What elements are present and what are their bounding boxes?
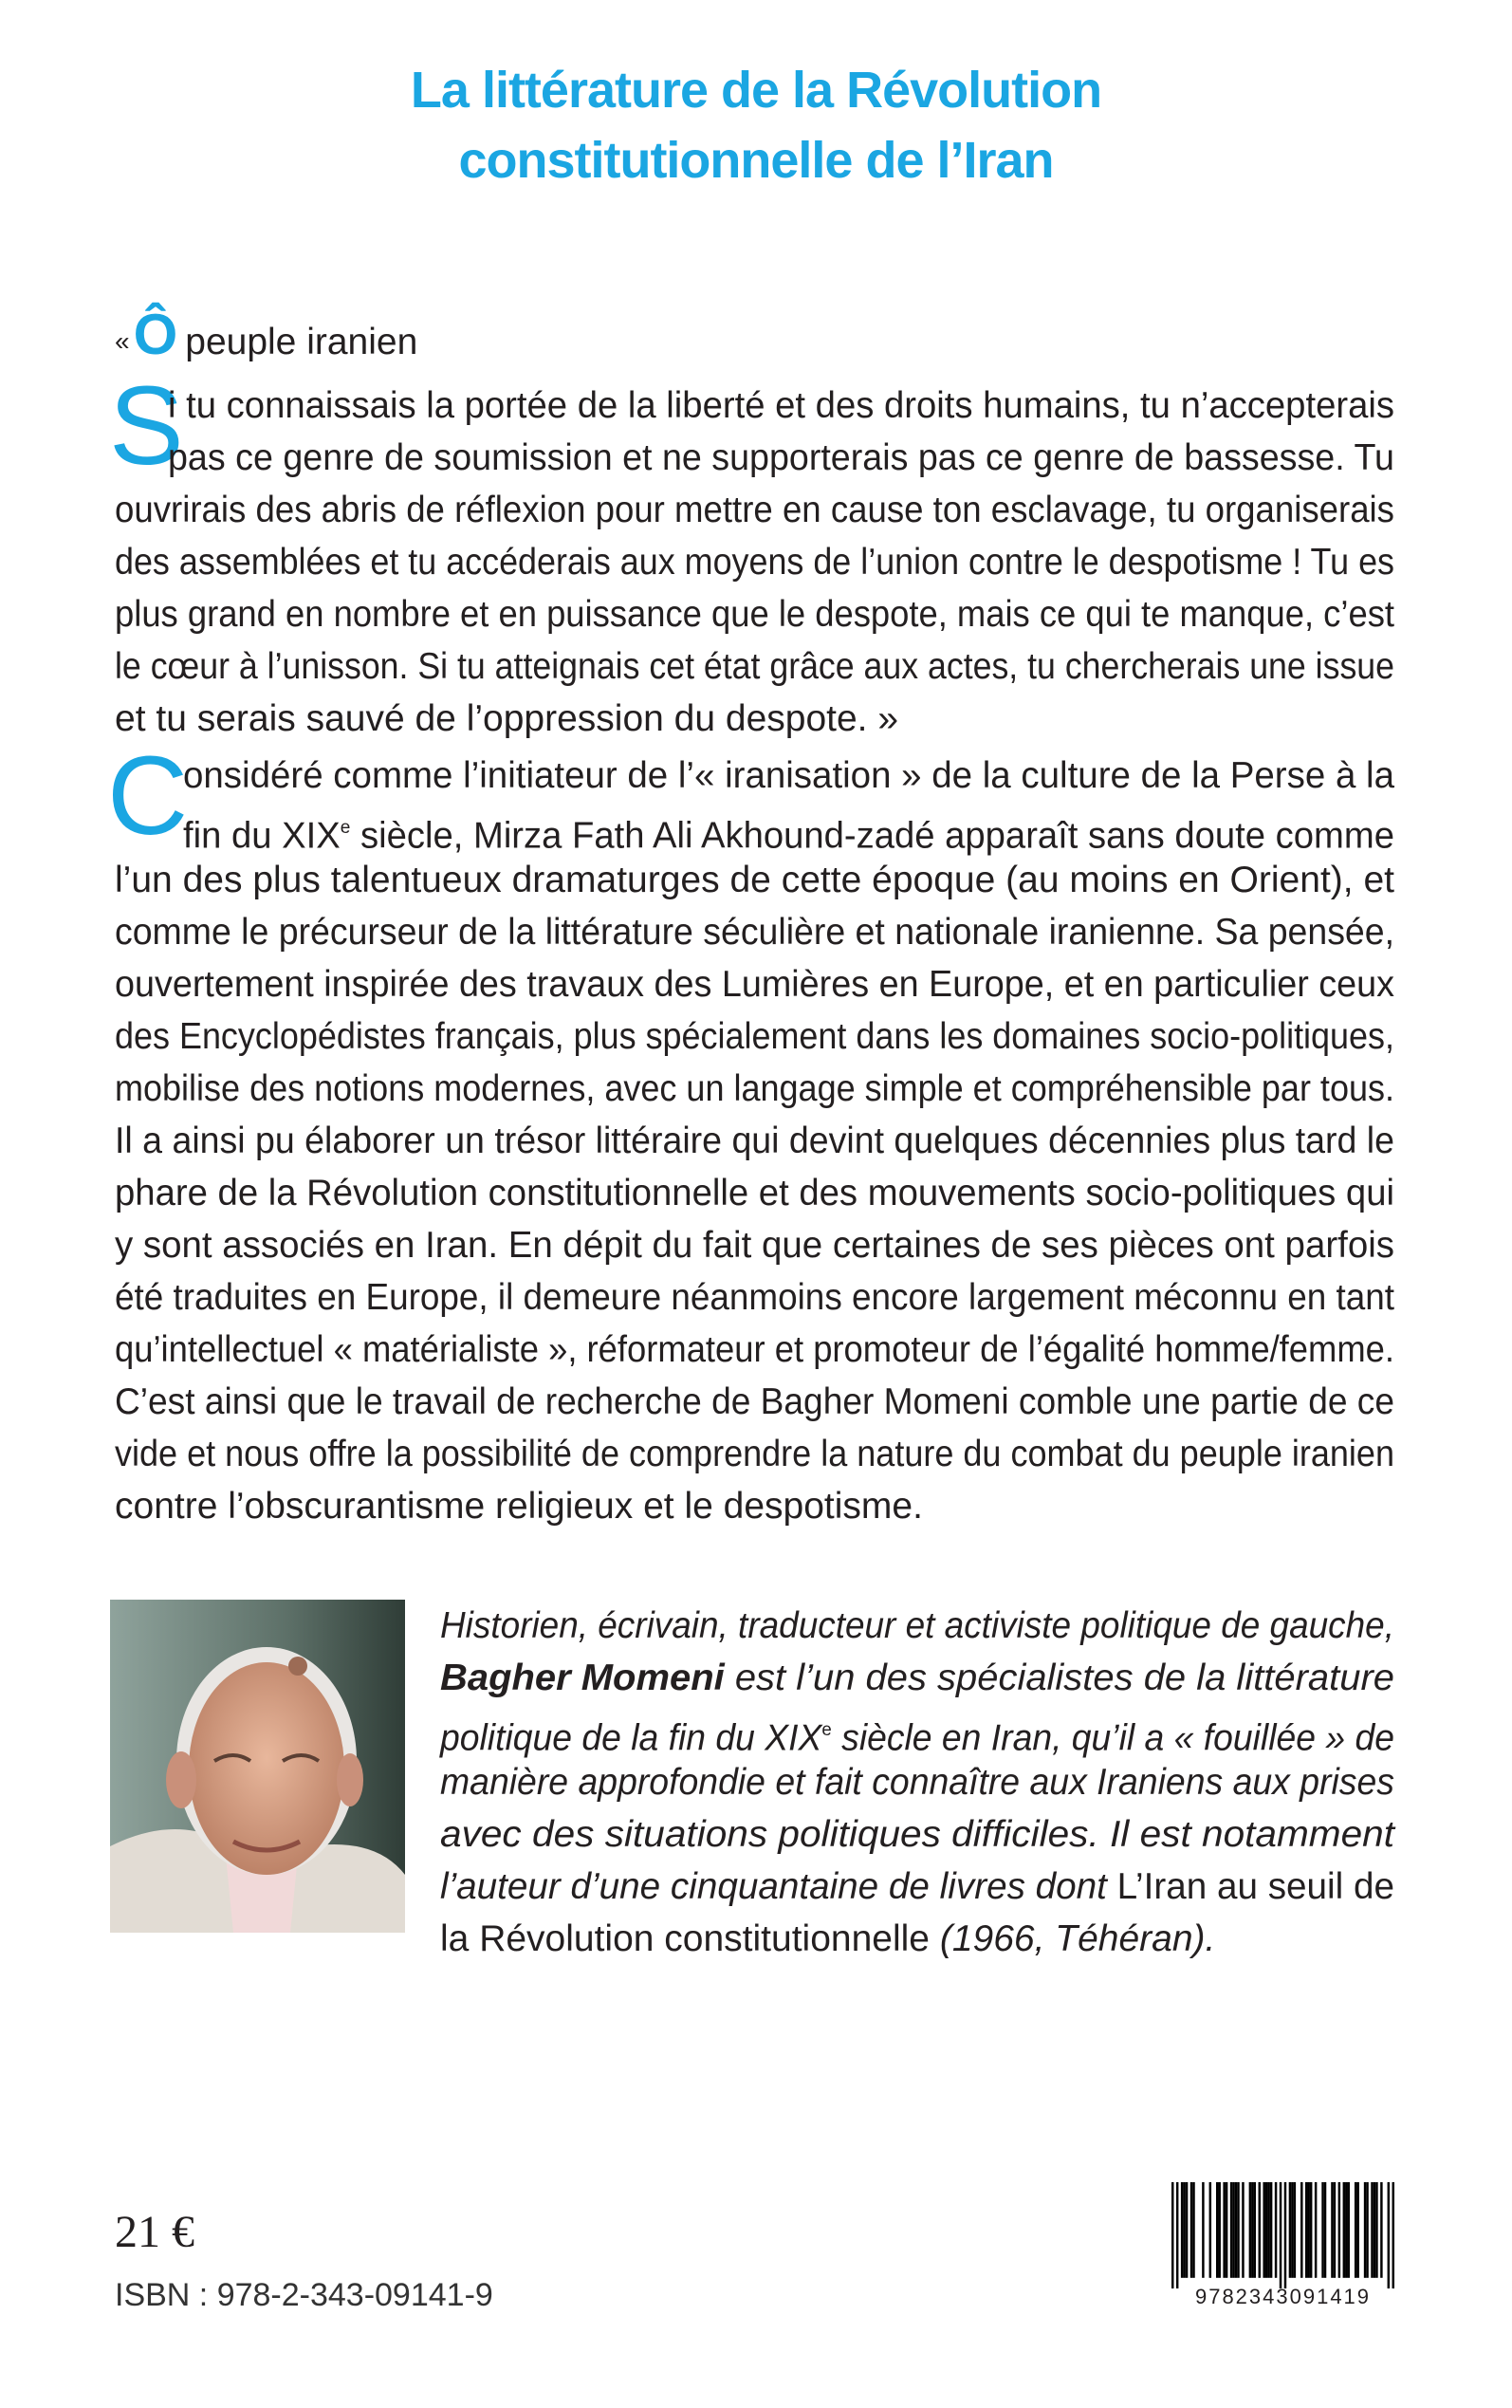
barcode-bar [1374, 2182, 1375, 2278]
text-line-content [440, 1600, 1394, 1652]
barcode-bar [1275, 2182, 1277, 2278]
barcode-bar [1300, 2182, 1302, 2278]
text-line-content [168, 432, 1394, 484]
text-line [440, 1704, 1394, 1759]
superscript: e [340, 817, 351, 838]
text-segment: l’un des plus talentueux dramaturges de cette époque (au moins en Orient), et [115, 860, 1395, 900]
barcode-bar [1223, 2182, 1225, 2278]
barcode-bar [1230, 2182, 1232, 2278]
opening-guillemet: « [115, 326, 130, 356]
text-line-content [440, 1652, 1394, 1704]
text-line [115, 588, 1394, 640]
barcode-bar [1209, 2182, 1211, 2278]
barcode-bar [1183, 2182, 1185, 2278]
barcode-bar [1265, 2182, 1267, 2278]
barcode-bar [1321, 2182, 1323, 2278]
author-photo [110, 1600, 405, 1933]
barcode-bar [1324, 2182, 1326, 2278]
barcode-bar [1366, 2182, 1368, 2278]
text-line [440, 1913, 1394, 1965]
drop-cap: C [107, 733, 189, 859]
barcode-bar [1171, 2182, 1173, 2288]
text-line [115, 1010, 1394, 1063]
text-segment: comme le précurseur de la littérature séculière et nationale iranienne. Sa pensée, [115, 912, 1394, 953]
text-segment: Il a ainsi pu élaborer un trésor littéraire qui devint quelques décennies plus tard le [115, 1121, 1394, 1161]
main-paragraph [107, 733, 1395, 1532]
text-segment: siècle en Iran, qu’il a « fouillée » de [831, 1717, 1394, 1759]
text-segment: L’Iran au seuil de [1116, 1866, 1394, 1907]
superscript: e [821, 1719, 832, 1740]
text-segment: avec des situations politiques difficiles. Il est notamment [440, 1814, 1394, 1855]
barcode-bar [1270, 2182, 1272, 2278]
barcode-bar [1284, 2182, 1286, 2288]
drop-cap: S [109, 363, 184, 489]
text-line [115, 1480, 1394, 1532]
barcode-bar [1380, 2182, 1382, 2278]
text-line-content [115, 1324, 1394, 1376]
text-segment: mobilise des notions modernes, avec un langage simple et compréhensible par tous. [115, 1068, 1394, 1109]
text-line-content [115, 693, 898, 745]
text-line-content [115, 1063, 1394, 1115]
barcode-bar [1226, 2182, 1227, 2278]
text-line [115, 1271, 1394, 1324]
text-segment: (1966, Téhéran). [930, 1918, 1216, 1959]
text-line [115, 958, 1394, 1010]
text-segment: qu’intellectuel « matérialiste », réformateur et promoteur de l’égalité homme/femme. [115, 1329, 1394, 1370]
text-segment: Historien, écrivain, traducteur et activiste politique de gauche, [440, 1605, 1394, 1646]
barcode-bar [1192, 2182, 1194, 2278]
text-segment: manière approfondie et fait connaître aux Iraniens aux prises [440, 1762, 1394, 1803]
text-segment: contre l’obscurantisme religieux et le despotisme. [115, 1486, 923, 1527]
text-segment: des assemblées et tu accéderais aux moyens de l’union contre le despotisme ! Tu es [115, 542, 1394, 583]
text-segment: pas ce genre de soumission et ne supporterais pas ce genre de bassesse. Tu [168, 437, 1394, 478]
barcode-bar [1355, 2182, 1356, 2278]
barcode-bar [1202, 2182, 1204, 2278]
text-line [115, 1324, 1394, 1376]
barcode-bar [1190, 2182, 1192, 2278]
text-line [115, 1219, 1394, 1271]
text-line [115, 906, 1394, 958]
text-line-content [115, 536, 1394, 588]
text-segment: été traduites en Europe, il demeure néanmoins encore largement méconnu en tant [115, 1277, 1394, 1318]
text-line [440, 1808, 1394, 1861]
text-line [115, 693, 1394, 745]
text-line [115, 1115, 1394, 1167]
barcode-bar [1289, 2182, 1291, 2278]
barcode-bar [1364, 2182, 1366, 2278]
author-bio [440, 1600, 1394, 1965]
text-line [115, 1376, 1394, 1428]
text-segment: C’est ainsi que le travail de recherche de Bagher Momeni comble une partie de ce [115, 1381, 1394, 1422]
text-line-content [115, 854, 1394, 906]
text-segment: ouvertement inspirée des travaux des Lumières en Europe, et en particulier ceux [115, 964, 1394, 1005]
text-line-content [115, 906, 1394, 958]
text-segment: politique de la fin du XIX [440, 1717, 822, 1759]
barcode-bar [1356, 2182, 1358, 2278]
text-segment: est l’un des spécialistes de la littérature [724, 1658, 1394, 1698]
text-line [440, 1861, 1394, 1913]
book-title-line-2: constitutionnelle de l’Iran [458, 132, 1054, 189]
text-line-content [440, 1913, 1215, 1965]
barcode-bar [1291, 2182, 1293, 2278]
text-segment: y sont associés en Iran. En dépit du fait que certaines de ses pièces ont parfois [115, 1225, 1394, 1266]
text-line [115, 802, 1394, 857]
book-title-line-1: La littérature de la Révolution [410, 62, 1102, 119]
barcode-bar [1235, 2182, 1237, 2278]
barcode-bar [1331, 2182, 1333, 2278]
barcode-bar [1375, 2182, 1377, 2278]
text-line-content [183, 750, 1394, 802]
barcode-digits: 9782343091419 [1194, 2285, 1372, 2308]
barcode-bar [1259, 2182, 1261, 2278]
text-line [115, 854, 1394, 906]
text-line-content [115, 1271, 1394, 1324]
barcode-bar [1249, 2182, 1251, 2278]
barcode-bar [1254, 2182, 1256, 2278]
text-line-content [115, 1010, 1394, 1063]
barcode-bar [1307, 2182, 1309, 2278]
text-segment: i tu connaissais la portée de la liberté et des droits humains, tu n’accepterais [168, 385, 1394, 426]
text-line-content [115, 640, 1394, 693]
text-line [115, 750, 1394, 802]
isbn: ISBN : 978-2-343-09141-9 [115, 2277, 493, 2313]
text-line-content [115, 1428, 1394, 1480]
text-line [440, 1756, 1394, 1808]
text-line-content [115, 1376, 1394, 1428]
barcode-bar [1251, 2182, 1253, 2278]
text-segment: et tu serais sauvé de l’oppression du despote. » [115, 698, 899, 739]
quote-paragraph [109, 363, 1394, 745]
text-segment: plus grand en nombre et en puissance que le despote, mais ce qui te manque, c’est [115, 594, 1394, 635]
text-segment: l’auteur d’une cinquantaine de livres dont [440, 1866, 1117, 1907]
barcode-bars [1171, 2182, 1394, 2288]
text-line [115, 640, 1394, 693]
price: 21 € [115, 2207, 194, 2257]
barcode-bar [1343, 2182, 1345, 2278]
opening-text: peuple iranien [185, 322, 418, 362]
text-segment: la Révolution constitutionnelle [440, 1918, 930, 1959]
text-line-content [115, 588, 1394, 640]
text-line [115, 536, 1394, 588]
text-line-content [440, 1861, 1394, 1913]
text-segment: le cœur à l’unisson. Si tu atteignais cet état grâce aux actes, tu chercherais une issue [115, 646, 1394, 687]
text-segment: Bagher Momeni [440, 1658, 725, 1698]
barcode-bar [1348, 2182, 1350, 2278]
barcode-bar [1218, 2182, 1220, 2278]
barcode-bar [1294, 2182, 1296, 2278]
barcode-bar [1263, 2182, 1264, 2278]
barcode-bar [1315, 2182, 1317, 2278]
barcode-bar [1186, 2182, 1188, 2278]
text-line-content [168, 380, 1394, 432]
text-line-content [115, 484, 1394, 536]
text-segment: siècle, Mirza Fath Ali Akhound-zadé apparaît sans doute comme [350, 815, 1394, 857]
text-line-content [115, 1115, 1394, 1167]
text-line-content [440, 1808, 1394, 1861]
barcode-bar [1334, 2182, 1336, 2278]
text-line-content [115, 958, 1394, 1010]
text-line [115, 1167, 1394, 1219]
text-segment: onsidéré comme l’initiateur de l’« iranisation » de la culture de la Perse à la [183, 755, 1394, 796]
text-segment: ouvrirais des abris de réflexion pour mettre en cause ton esclavage, tu organiserais [115, 490, 1394, 530]
text-line [115, 380, 1394, 432]
barcode [1171, 2182, 1394, 2310]
text-line-content [115, 1167, 1394, 1219]
barcode-bar [1392, 2182, 1394, 2288]
barcode-bar [1305, 2182, 1307, 2278]
text-line-content [440, 1756, 1394, 1808]
barcode-bar [1216, 2182, 1218, 2278]
text-line [115, 1428, 1394, 1480]
barcode-bar [1345, 2182, 1347, 2278]
barcode-bar [1338, 2182, 1340, 2278]
text-segment: fin du XIX [183, 815, 341, 857]
opening-big-letter: Ô [133, 303, 178, 366]
barcode-bar [1267, 2182, 1269, 2278]
text-line [115, 432, 1394, 484]
barcode-bar [1181, 2182, 1183, 2278]
barcode-bar [1310, 2182, 1312, 2278]
text-line [440, 1600, 1394, 1652]
text-segment: vide et nous offre la possibilité de comprendre la nature du combat du peuple iranien [115, 1434, 1394, 1474]
text-segment: des Encyclopédistes français, plus spécialement dans les domaines socio-politiques, [115, 1016, 1394, 1057]
text-line [115, 484, 1394, 536]
barcode-bar [1176, 2182, 1178, 2288]
text-line-content [115, 1480, 923, 1532]
quote-opening [115, 302, 417, 367]
text-line-content [115, 1219, 1394, 1271]
barcode-bar [1388, 2182, 1390, 2288]
barcode-bar [1232, 2182, 1234, 2278]
barcode-bar [1237, 2182, 1239, 2278]
barcode-bar [1280, 2182, 1282, 2288]
text-line [115, 1063, 1394, 1115]
text-segment: phare de la Révolution constitutionnelle et des mouvements socio-politiques qui [115, 1173, 1394, 1213]
barcode-bar [1371, 2182, 1373, 2278]
text-line [440, 1652, 1394, 1704]
barcode-bar [1242, 2182, 1244, 2278]
